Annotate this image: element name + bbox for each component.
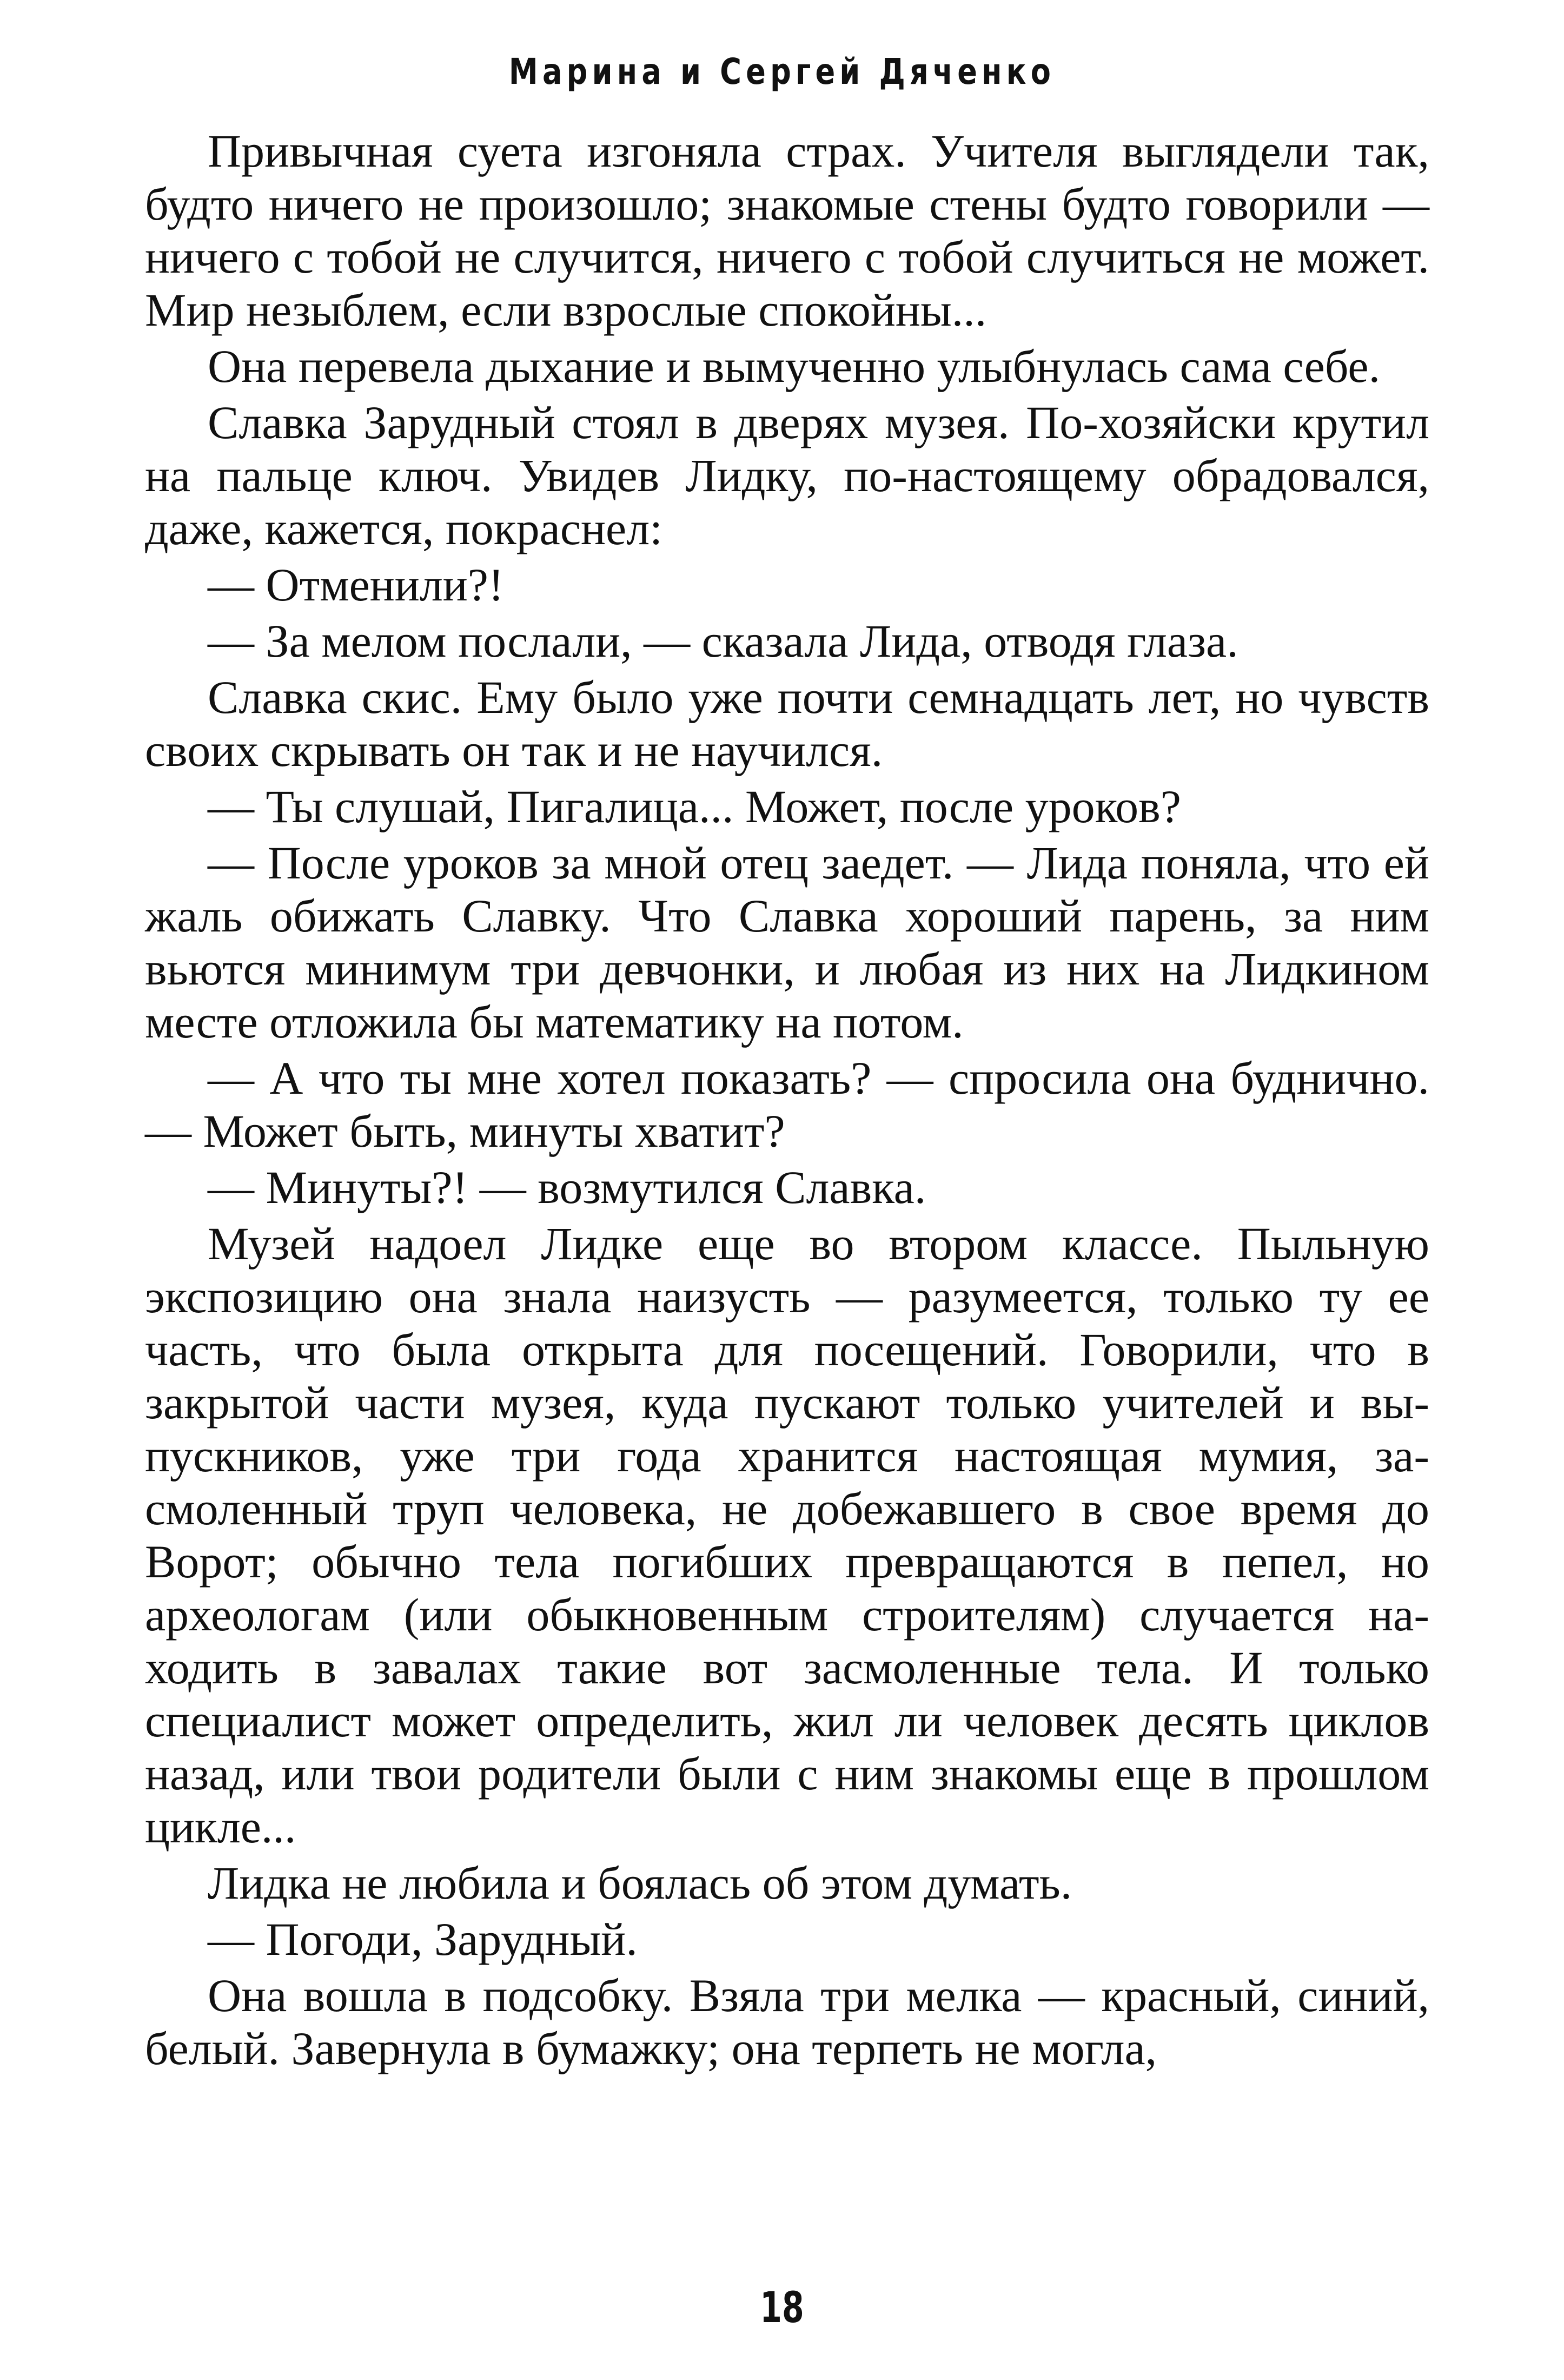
dialogue-line-6: — Минуты?! — возмутился Славка. bbox=[208, 1161, 926, 1213]
paragraph-3: Славка Зарудный стоял в дверях музея. По-хозяйски крутил на пальце ключ. Увидев Лидку, по-настоящему обрадовался, даже, кажется, покраснел: bbox=[145, 396, 1429, 554]
paragraph-1: Привычная суета изгоняла страх. Учителя выглядели так, будто ничего не произошло; знакомые стены будто говорили — ничего с тобой не случится, ничего с тобой случиться не может. Мир незыблем, если взрослые спокойны... bbox=[145, 125, 1429, 336]
page-number: 18 bbox=[760, 2284, 804, 2332]
paragraph-5: Музей надоел Лидке еще во втором классе. Пыльную экспозицию она знала наизусть — разумеется, только ту ее часть, что была открыта для посещений. Говорили, что в закрытой части музея, куда пускают только учителей и выпускников, уже три года хранится настоящая мумия, засмоленный труп человека, не добежавшего в свое время до Ворот; обычно тела погибших превращаются в пепел, но археологам (или обыкновенным строителям) случается находить в завалах такие вот засмоленные тела. И только специалист может определить, жил ли человек десять циклов назад, или твои родители были с ним знакомы еще в прошлом цикле... bbox=[145, 1218, 1429, 1853]
paragraph-7: Она вошла в подсобку. Взяла три мелка — красный, синий, белый. Завернула в бумажку; она терпеть не могла, bbox=[145, 1969, 1429, 2074]
dialogue-line-3: — Ты слушай, Пигалица... Может, после уроков? bbox=[208, 781, 1181, 832]
dialogue-line-4: — После уроков за мной отец заедет. — Лида поняла, что ей жаль обижать Славку. Что Славка хороший парень, за ним вьются минимум три девчонки, и любая из них на Лидкином месте отложила бы математику на потом. bbox=[145, 837, 1429, 1048]
paragraph-4: Славка скис. Ему было уже почти семнадцать лет, но чувств своих скрывать он так и не научился. bbox=[145, 671, 1429, 776]
dialogue-line-2: — За мелом послали, — сказала Лида, отводя глаза. bbox=[208, 615, 1238, 667]
dialogue-line-5: — А что ты мне хотел показать? — спросила она буднично. — Может быть, минуты хватит? bbox=[145, 1052, 1429, 1157]
paragraph-2: Она перевела дыхание и вымученно улыбнулась сама себе. bbox=[208, 340, 1381, 392]
body-text bbox=[145, 124, 1429, 2078]
running-header: Марина и Сергей Дяченко bbox=[508, 51, 1056, 92]
dialogue-line-7: — Погоди, Зарудный. bbox=[208, 1913, 638, 1965]
paragraph-6: Лидка не любила и боялась об этом думать. bbox=[208, 1857, 1072, 1909]
dialogue-line-1: — Отменили?! bbox=[208, 559, 504, 611]
